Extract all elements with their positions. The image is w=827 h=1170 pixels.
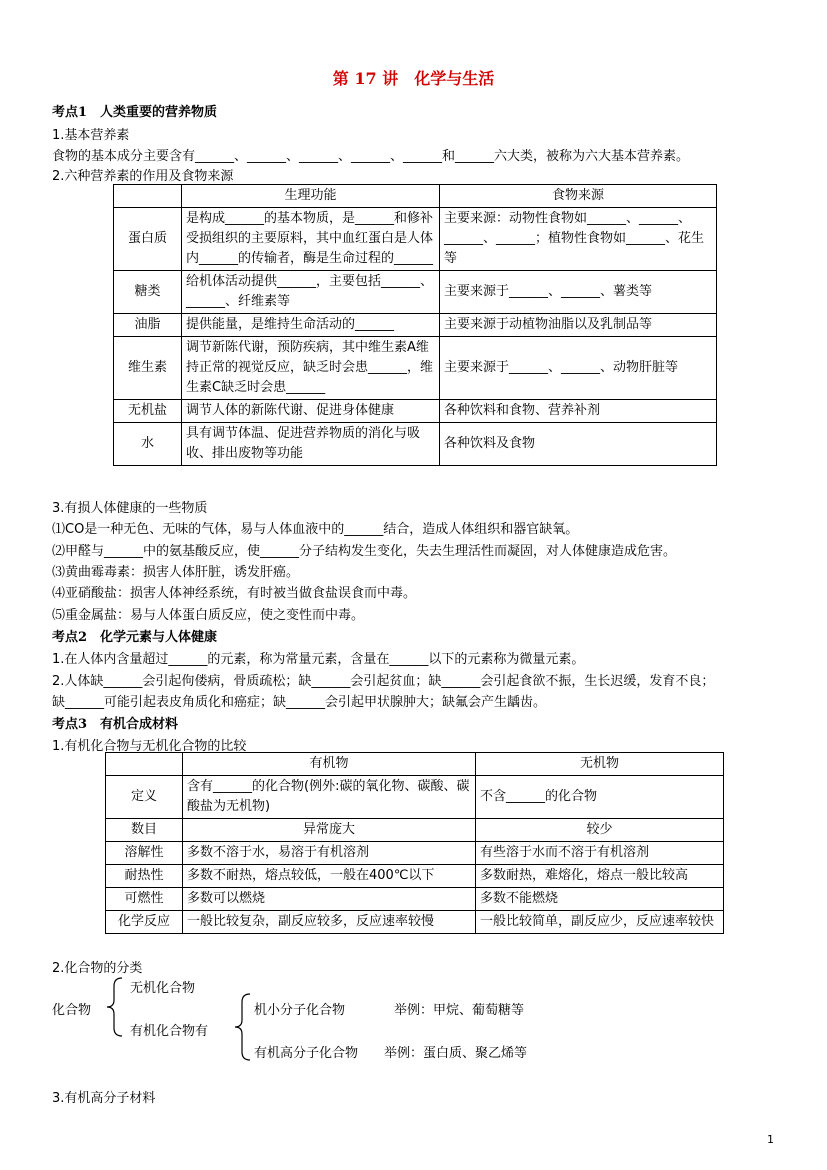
property-name: 耐热性 — [106, 865, 183, 888]
table-row — [106, 865, 724, 888]
tree-root: 化合物 — [52, 1003, 92, 1018]
s3-p2-title: 2.化合物的分类 — [52, 961, 143, 976]
harmful-item: ⑷亚硝酸盐：损害人体神经系统，有时被当做食盐误食而中毒。 — [52, 586, 417, 601]
nutrient-function: 具有调节体温、促进营养物质的消化与吸收、排出废物等功能 — [182, 423, 440, 466]
s1-p2-title: 2.六种营养素的作用及食物来源 — [52, 169, 234, 184]
nutrient-name: 水 — [114, 423, 182, 466]
harmful-item: ⑵甲醛与______中的氨基酸反应，使______分子结构发生变化，失去生理活性而凝固，对人体健康造成危害。 — [52, 544, 677, 559]
inorganic-value: 有些溶于水而不溶于有机溶剂 — [476, 842, 724, 865]
tree-small-example: 举例：甲烷、葡萄糖等 — [394, 1003, 525, 1018]
organic-value: 多数可以燃烧 — [183, 888, 476, 911]
section-heading-2: 考点2 化学元素与人体健康 — [52, 630, 218, 645]
left-brace-icon — [104, 976, 126, 1038]
table-row — [114, 271, 717, 314]
page-title: 第 17 讲 化学与生活 — [332, 69, 495, 88]
table-row — [114, 208, 717, 271]
s2-p2a: 2.人体缺______会引起佝偻病，骨质疏松；缺______会引起贫血；缺______会引起食欲不振，生长迟缓，发育不良； — [52, 674, 715, 689]
table-header-row — [106, 753, 724, 776]
nutrient-name: 维生素 — [114, 337, 182, 400]
nutrient-function: 调节新陈代谢，预防疾病，其中维生素A维持正常的视觉反应，缺乏时会患______，维生素C缺乏时会患______ — [182, 337, 440, 400]
organic-value: 异常庞大 — [183, 819, 476, 842]
tree-polymer: 有机高分子化合物 — [254, 1046, 359, 1061]
nutrient-function: 是构成______的基本物质，是______和修补受损组织的主要原料，其中血红蛋白是人体内______的传输者，酶是生命过程的______ — [182, 208, 440, 271]
table-row — [114, 423, 717, 466]
nutrients-table — [113, 184, 717, 466]
property-name: 定义 — [106, 776, 183, 819]
property-name: 溶解性 — [106, 842, 183, 865]
table-row — [114, 337, 717, 400]
nutrient-function: 调节人体的新陈代谢、促进身体健康 — [182, 400, 440, 423]
tree-polymer-example: 举例：蛋白质、聚乙烯等 — [384, 1046, 528, 1061]
table-row — [106, 842, 724, 865]
nutrient-name: 油脂 — [114, 314, 182, 337]
table-header-cell — [106, 753, 183, 776]
table-header-cell: 有机物 — [183, 753, 476, 776]
s3-p3-title: 3.有机高分子材料 — [52, 1091, 156, 1106]
table-header-row — [114, 185, 717, 208]
s1-p1-title: 1.基本营养素 — [52, 128, 130, 143]
section-heading-1: 考点1 人类重要的营养物质 — [52, 105, 218, 120]
organic-value: 多数不溶于水，易溶于有机溶剂 — [183, 842, 476, 865]
inorganic-value: 较少 — [476, 819, 724, 842]
table-row — [106, 911, 724, 934]
harmful-item: ⑶黄曲霉毒素：损害人体肝脏，诱发肝癌。 — [52, 565, 300, 580]
tree-small-molecule: 机小分子化合物 — [254, 1003, 346, 1018]
table-header-cell: 生理功能 — [182, 185, 440, 208]
harmful-item: ⑸重金属盐：易与人体蛋白质反应，使之变性而中毒。 — [52, 608, 365, 623]
table-header-cell: 食物来源 — [440, 185, 717, 208]
s3-p1-title: 1.有机化合物与无机化合物的比较 — [52, 739, 247, 754]
nutrient-source: 主要来源于______、______、薯类等 — [440, 271, 717, 314]
s1-p1-text: 食物的基本成分主要含有______、______、______、______、______和______六大类，被称为六大基本营养素。 — [52, 149, 690, 164]
nutrient-name: 无机盐 — [114, 400, 182, 423]
nutrient-source: 主要来源于______、______、动物肝脏等 — [440, 337, 717, 400]
nutrient-source: 各种饮料及食物 — [440, 423, 717, 466]
inorganic-value: 不含______的化合物 — [476, 776, 724, 819]
table-header-cell: 无机物 — [476, 753, 724, 776]
page-number: 1 — [767, 1133, 774, 1146]
nutrient-name: 蛋白质 — [114, 208, 182, 271]
inorganic-value: 多数耐热，难熔化，熔点一般比较高 — [476, 865, 724, 888]
left-brace-icon — [232, 992, 254, 1062]
organic-value: 一般比较复杂，副反应较多，反应速率较慢 — [183, 911, 476, 934]
nutrient-source: 各种饮料和食物、营养补剂 — [440, 400, 717, 423]
organic-value: 含有______的化合物(例外:碳的氧化物、碳酸、碳酸盐为无机物) — [183, 776, 476, 819]
nutrient-source: 主要来源：动物性食物如______、______、______、______；植物性食物如______、花生等 — [440, 208, 717, 271]
inorganic-value: 多数不能燃烧 — [476, 888, 724, 911]
s1-p3-title: 3.有损人体健康的一些物质 — [52, 501, 208, 516]
table-row — [106, 819, 724, 842]
nutrient-function: 给机体活动提供______，主要包括______、______、纤维素等 — [182, 271, 440, 314]
property-name: 化学反应 — [106, 911, 183, 934]
property-name: 可燃性 — [106, 888, 183, 911]
organic-value: 多数不耐热，熔点较低，一般在400℃以下 — [183, 865, 476, 888]
table-row — [106, 888, 724, 911]
table-header-cell — [114, 185, 182, 208]
nutrient-name: 糖类 — [114, 271, 182, 314]
s2-p2b: 缺______可能引起表皮角质化和癌症；缺______会引起甲状腺肿大；缺氟会产生龋齿。 — [52, 695, 547, 710]
table-row — [114, 314, 717, 337]
compound-compare-table — [105, 752, 724, 934]
inorganic-value: 一般比较简单，副反应少，反应速率较快 — [476, 911, 724, 934]
table-row — [106, 776, 724, 819]
s2-p1: 1.在人体内含量超过______的元素，称为常量元素，含量在______以下的元素称为微量元素。 — [52, 652, 585, 667]
nutrient-function: 提供能量，是维持生命活动的______ — [182, 314, 440, 337]
table-row — [114, 400, 717, 423]
tree-organic: 有机化合物有 — [130, 1024, 209, 1039]
tree-inorganic: 无机化合物 — [130, 981, 196, 996]
section-heading-3: 考点3 有机合成材料 — [52, 717, 179, 732]
property-name: 数目 — [106, 819, 183, 842]
nutrient-source: 主要来源于动植物油脂以及乳制品等 — [440, 314, 717, 337]
harmful-item: ⑴CO是一种无色、无味的气体，易与人体血液中的______结合，造成人体组织和器官缺氧。 — [52, 522, 579, 537]
